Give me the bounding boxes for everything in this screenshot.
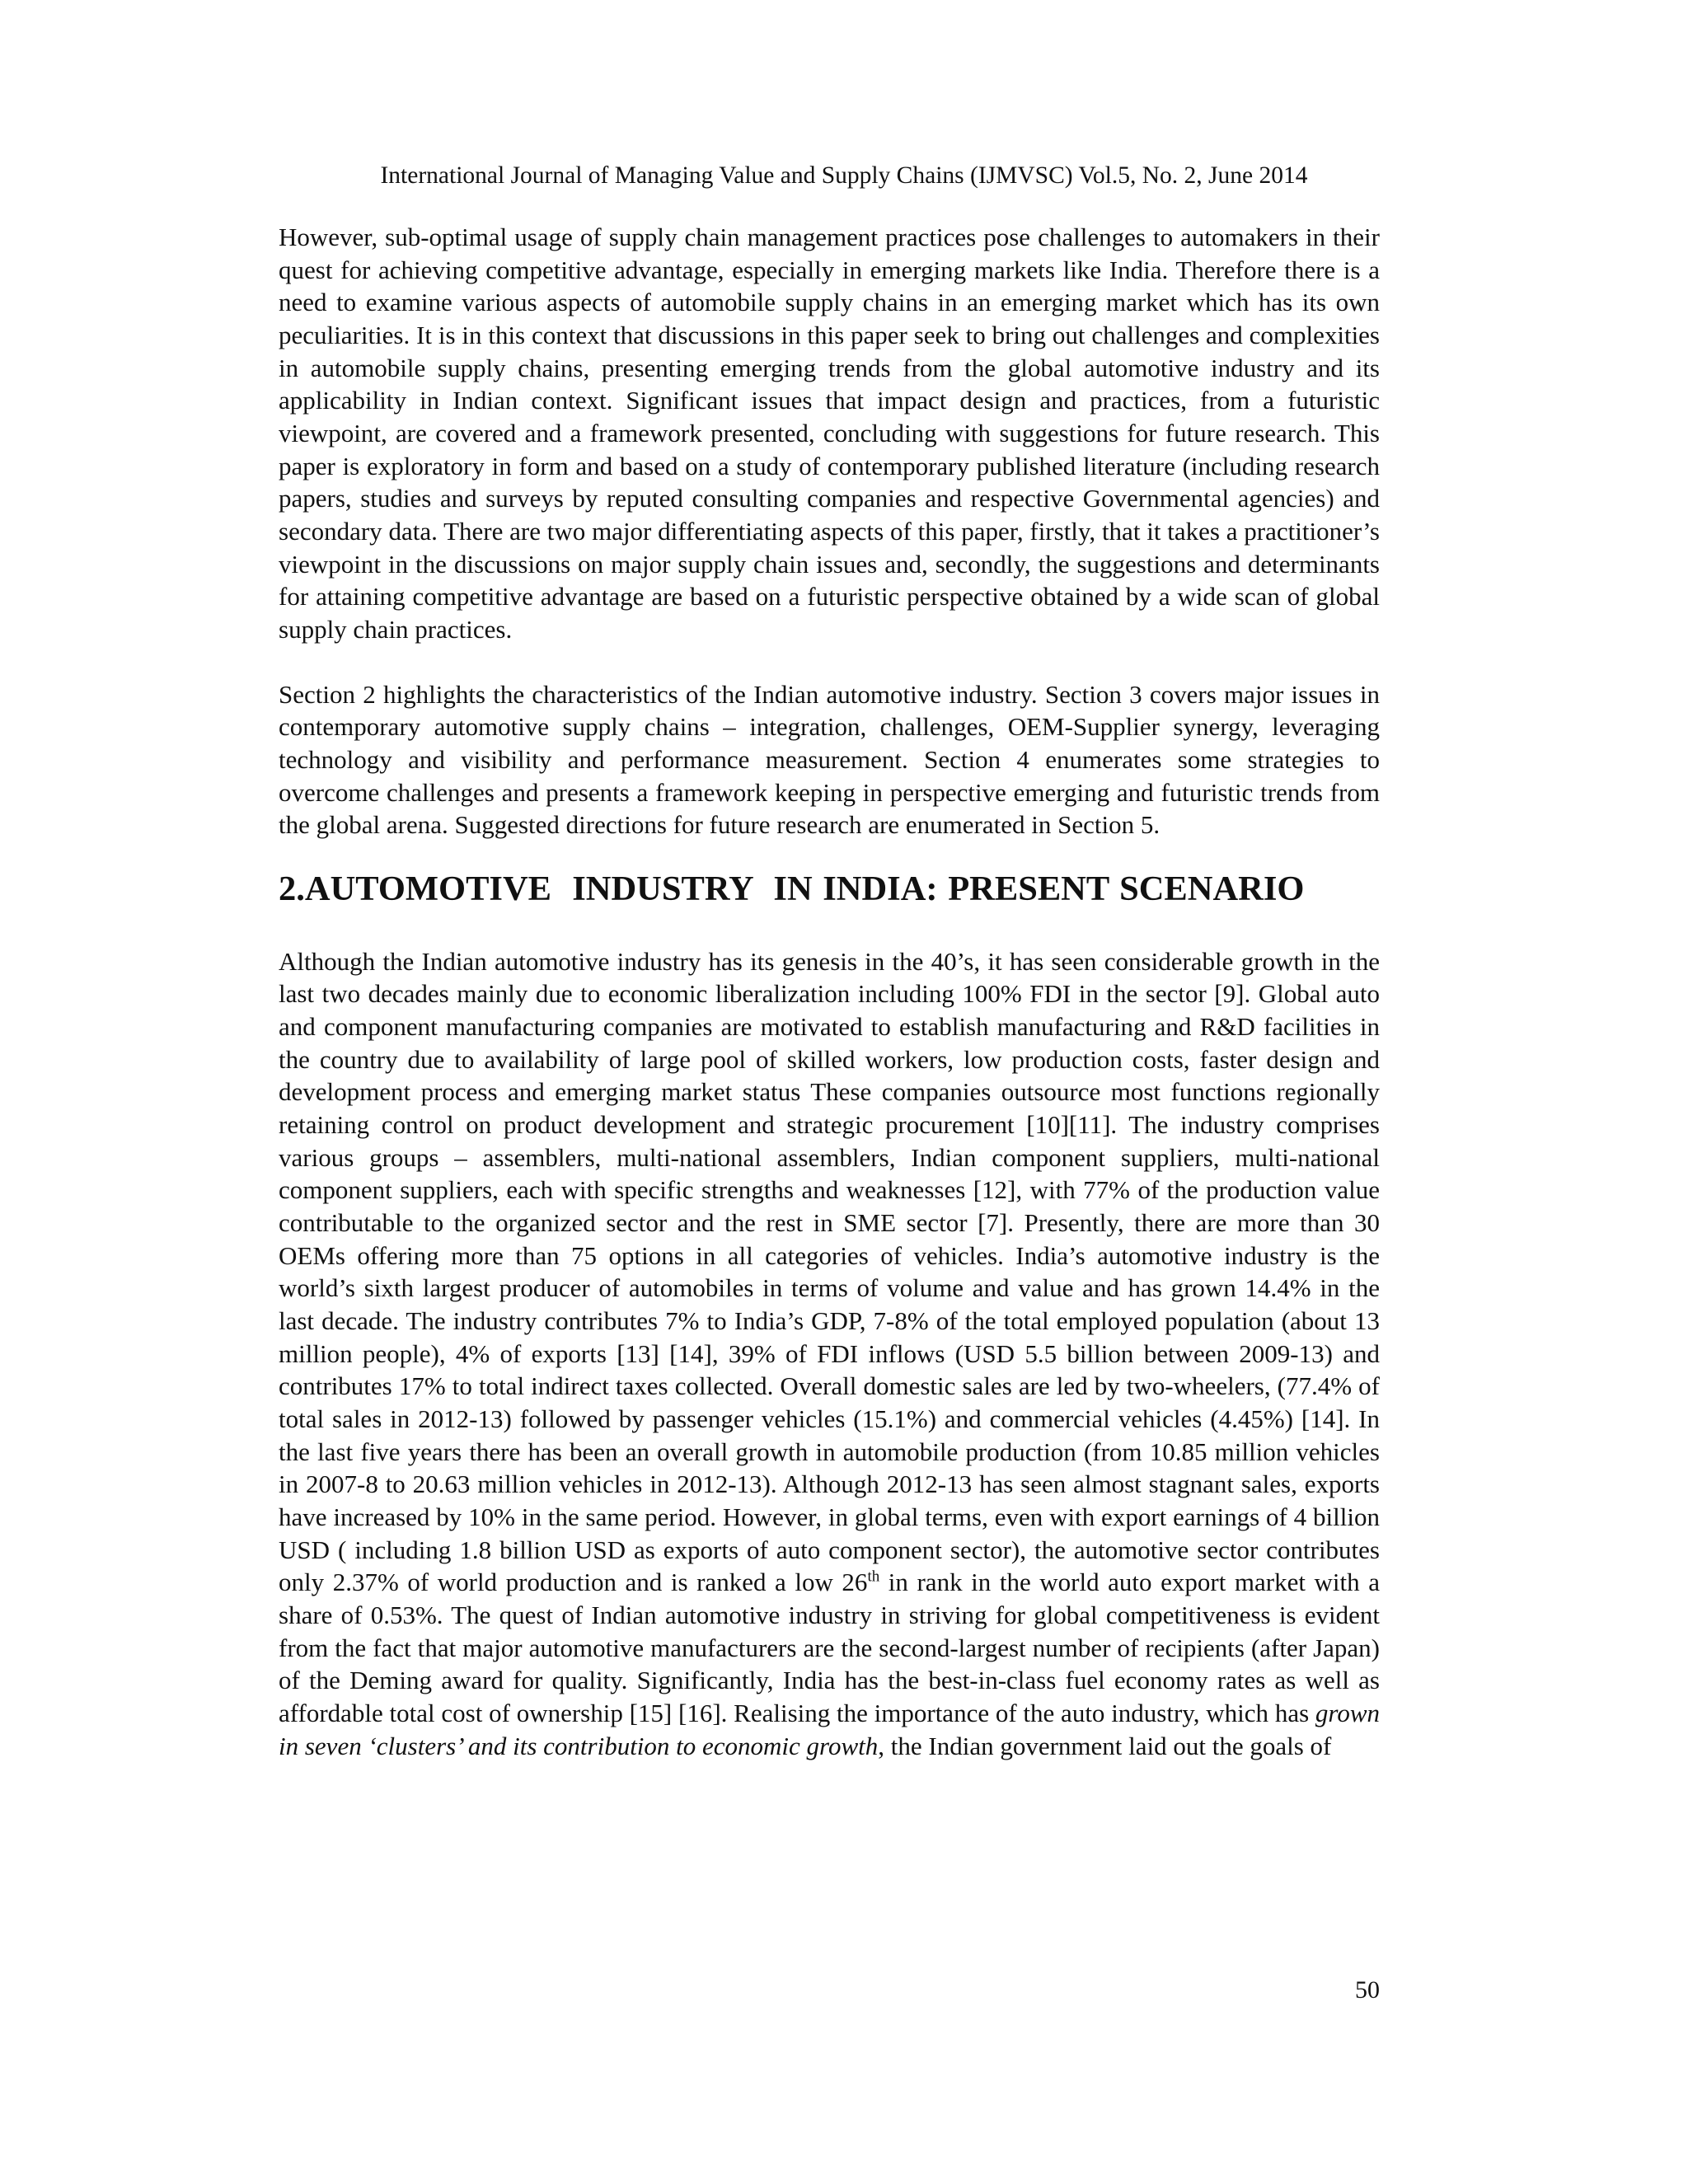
paragraph-italic-text: grown in seven ‘clusters’ and its contribution to economic growth	[279, 1698, 1380, 1760]
running-header: International Journal of Managing Value and Supply Chains (IJMVSC) Vol.5, No. 2, June 2014	[380, 162, 1308, 189]
paragraph-section-overview: Section 2 highlights the characteristics of the Indian automotive industry. Section 3 covers major issues in contemporary automotive supply chains – integration, challenges, OEM-Supplier synergy, leveraging technology and visibility and performance measurement. Section 4 enumerates some strategies to overcome challenges and presents a framework keeping in perspective emerging and futuristic trends from the global arena. Suggested directions for future research are enumerated in Section 5.	[279, 679, 1380, 840]
paragraph-text-part3: , the Indian government laid out the goals of	[878, 1731, 1332, 1760]
paragraph-automotive-industry	[279, 945, 1380, 1762]
paragraph-text-part1: Although the Indian automotive industry has its genesis in the 40’s, it has seen considerable growth in the last two decades mainly due to economic liberalization including 100% FDI in the sector [9]. Global auto and component manufacturing companies are motivated to establish manufacturing and R&D facilities in the country due to availability of large pool of skilled workers, low production costs, faster design and development process and emerging market status These companies outsource most functions regionally retaining control on product development and strategic procurement [10][11]. The industry comprises various groups – assemblers, multi-national assemblers, Indian component suppliers, multi-national component suppliers, each with specific strengths and weaknesses [12], with 77% of the production value contributable to the organized sector and the rest in SME sector [7]. Presently, there are more than 30 OEMs offering more than 75 options in all categories of vehicles. India’s automotive industry is the world’s sixth largest producer of automobiles in terms of volume and value and has grown 14.4% in the last decade. The industry contributes 7% to India’s GDP, 7-8% of the total employed population (about 13 million people), 4% of exports [13] [14], 39% of FDI inflows (USD 5.5 billion between 2009-13) and contributes 17% to total indirect taxes collected. Overall domestic sales are led by two-wheelers, (77.4% of total sales in 2012-13) followed by passenger vehicles (15.1%) and commercial vehicles (4.45%) [14]. In the last five years there has been an overall growth in automobile production (from 10.85 million vehicles in 2007-8 to 20.63 million vehicles in 2012-13). Although 2012-13 has seen almost stagnant sales, exports have increased by 10% in the same period. However, in global terms, even with export earnings of 4 billion USD ( including 1.8 billion USD as exports of auto component sector), the automotive sector contributes only 2.37% of world production and is ranked a low 26	[279, 946, 1380, 1597]
paragraph-intro: However, sub-optimal usage of supply chain management practices pose challenges to automakers in their quest for achieving competitive advantage, especially in emerging markets like India. Therefore there is a need to examine various aspects of automobile supply chains in an emerging market which has its own peculiarities. It is in this context that discussions in this paper seek to bring out challenges and complexities in automobile supply chains, presenting emerging trends from the global automotive industry and its applicability in Indian context. Significant issues that impact design and practices, from a futuristic viewpoint, are covered and a framework presented, concluding with suggestions for future research. This paper is exploratory in form and based on a study of contemporary published literature (including research papers, studies and surveys by reputed consulting companies and respective Governmental agencies) and secondary data. There are two major differentiating aspects of this paper, firstly, that it takes a practitioner’s viewpoint in the discussions on major supply chain issues and, secondly, the suggestions and determinants for attaining competitive advantage are based on a futuristic perspective obtained by a wide scan of global supply chain practices.	[279, 223, 1380, 644]
superscript-th: th	[867, 1568, 880, 1586]
page-body	[279, 221, 1380, 1762]
section-heading: 2.AUTOMOTIVE INDUSTRY IN INDIA: PRESENT SCENARIO	[279, 869, 1305, 908]
paragraph-text-part2: in rank in the world auto export market with a share of 0.53%. The quest of Indian automotive industry in striving for global competitiveness is evident from the fact that major automotive manufacturers are the second-largest number of recipients (after Japan) of the Deming award for quality. Significantly, India has the best-in-class fuel economy rates as well as affordable total cost of ownership [15] [16]. Realising the importance of the auto industry, which has	[279, 1568, 1380, 1727]
page-number: 50	[1355, 1976, 1380, 2004]
